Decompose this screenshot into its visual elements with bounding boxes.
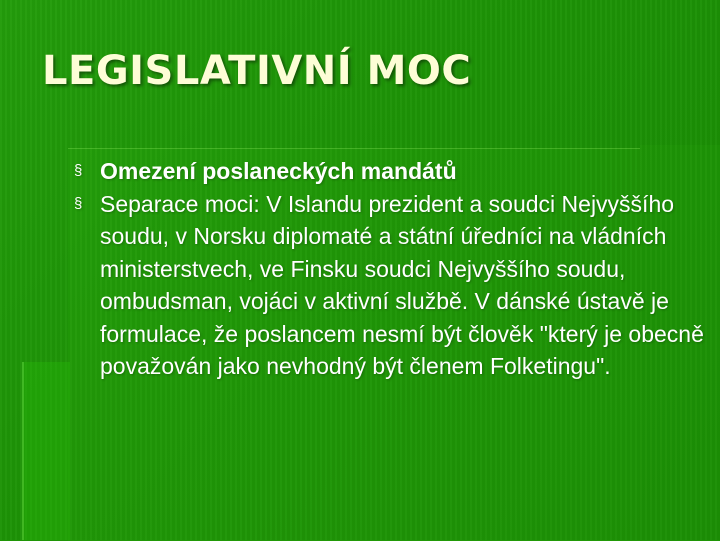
bullet-list: [74, 155, 704, 383]
section-sign-bullet-icon: §: [74, 194, 83, 212]
section-sign-bullet-icon: §: [74, 162, 83, 179]
bullet-text: Omezení poslaneckých mandátů: [100, 158, 457, 184]
decorative-left-bar: [22, 362, 70, 540]
list-item: [74, 155, 704, 188]
slide-title: LEGISLATIVNÍ MOC: [42, 48, 472, 94]
list-item: [74, 188, 704, 383]
bullet-text: Separace moci: V Islandu prezident a soudci Nejvyššího soudu, v Norsku diplomaté a státní úředníci na vládních ministerstvech, ve Finsku soudci Nejvyššího soudu, ombudsman, vojáci v aktivní službě. V dánské ústavě je formulace, že poslancem nesmí být člověk "který je obecně považován jako nevhodný být členem Folketingu".: [100, 190, 704, 379]
